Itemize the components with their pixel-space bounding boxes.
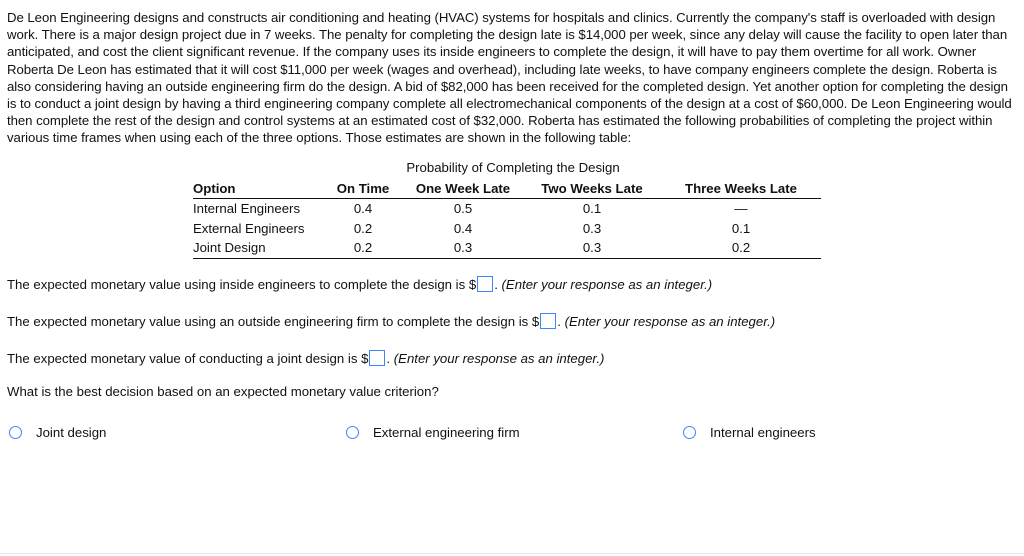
question-joint-design: [7, 350, 604, 366]
cell-two-weeks-late: 0.1: [582, 201, 602, 217]
choice-label: Internal engineers: [710, 425, 816, 440]
question-best-decision: What is the best decision based on an expected monetary value criterion?: [7, 384, 439, 399]
cell-on-time: 0.4: [353, 201, 373, 217]
cell-one-week-late: 0.5: [453, 201, 473, 217]
cell-on-time: 0.2: [323, 238, 403, 258]
cell-option: Internal Engineers: [193, 201, 301, 217]
choice-joint-design[interactable]: [9, 425, 106, 440]
answer-input-joint[interactable]: [369, 350, 385, 366]
header-option: Option: [193, 178, 323, 199]
choice-label: Joint design: [36, 425, 107, 440]
header-on-time: On Time: [323, 178, 403, 199]
period: .: [386, 351, 391, 366]
cell-option: External Engineers: [193, 220, 305, 236]
table-header-row: [193, 178, 821, 199]
radio-button[interactable]: [9, 426, 22, 439]
table-row: [193, 219, 821, 239]
cell-three-weeks-late: 0.2: [661, 238, 821, 258]
problem-statement: De Leon Engineering designs and constructs air conditioning and heating (HVAC) systems for hospitals and clinics. Currently the company's staff is overloaded with design work. There is a major design project due in 7 weeks. The penalty for completing the design late is $14,000 per week, since any delay will cause the facility to open later than anticipated, and cost the client significant revenue. If the company uses its inside engineers to complete the design, it will have to pay them overtime for all work. Owner Roberta De Leon has estimated that it will cost $11,000 per week (wages and overhead), including late weeks, to have company engineers complete the design. Roberta is also considering having an outside engineering firm do the design. A bid of $82,000 has been received for the completed design. Yet another option for completing the design is to conduct a joint design by having a third engineering company complete all electromechanical components of the design at a cost of $60,000. De Leon Engineering would then complete the rest of the design and control systems at an estimated cost of $32,000. Roberta has estimated the following probabilities of completing the project within various time frames when using each of the three options. Those estimates are shown in the following table:: [7, 10, 1012, 146]
header-two-weeks-late: Two Weeks Late: [523, 178, 661, 199]
period: .: [557, 314, 561, 329]
choice-internal-engineers[interactable]: [683, 425, 816, 440]
header-three-weeks-late: Three Weeks Late: [661, 178, 821, 199]
bottom-divider: [0, 553, 1024, 554]
integer-hint: (Enter your response as an integer.): [393, 351, 605, 366]
cell-one-week-late: 0.3: [403, 238, 523, 258]
header-one-week-late: One Week Late: [403, 178, 523, 199]
cell-option: Joint Design: [193, 238, 323, 258]
cell-three-weeks-late: —: [734, 201, 748, 217]
integer-hint: (Enter your response as an integer.): [501, 277, 713, 292]
table-row: [193, 238, 821, 258]
answer-input-inside[interactable]: [477, 276, 493, 292]
question-text: The expected monetary value using inside engineers to complete the design is $: [7, 277, 477, 292]
question-outside-firm: [7, 313, 775, 329]
cell-on-time: 0.2: [353, 220, 373, 236]
question-text: The expected monetary value of conducting a joint design is $: [7, 351, 369, 366]
period: .: [494, 277, 498, 292]
radio-button[interactable]: [346, 426, 359, 439]
cell-three-weeks-late: 0.1: [731, 220, 751, 236]
probability-table: [193, 178, 821, 259]
cell-two-weeks-late: 0.3: [582, 220, 602, 236]
table-row: [193, 199, 821, 219]
cell-two-weeks-late: 0.3: [523, 238, 661, 258]
question-inside-engineers: [7, 276, 712, 292]
radio-button[interactable]: [683, 426, 696, 439]
cell-one-week-late: 0.4: [453, 220, 473, 236]
answer-input-outside[interactable]: [540, 313, 556, 329]
table-caption: Probability of Completing the Design: [406, 160, 620, 175]
question-text: The expected monetary value using an outside engineering firm to complete the design is $: [7, 314, 540, 329]
integer-hint: (Enter your response as an integer.): [564, 314, 776, 329]
choice-external-firm[interactable]: [346, 425, 520, 440]
choice-label: External engineering firm: [373, 425, 520, 440]
